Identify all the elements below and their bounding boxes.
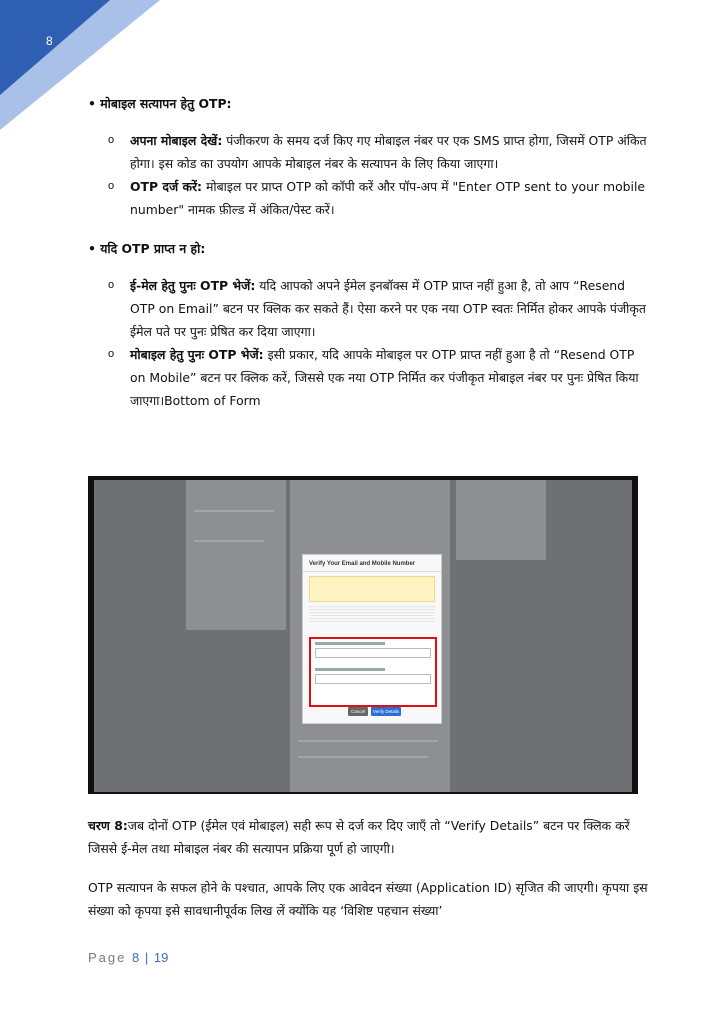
email-otp-input[interactable] <box>315 648 431 658</box>
section-heading-no-otp: • यदि OTP प्राप्त न हो: <box>88 241 206 256</box>
document-body <box>88 92 648 412</box>
list-item <box>88 129 648 175</box>
email-otp-label <box>315 642 385 645</box>
footer-total-pages: 19 <box>153 950 169 965</box>
bg-right-panel <box>456 480 546 560</box>
verify-details-button[interactable]: Verify Details <box>372 709 400 714</box>
item-text: मोबाइल पर प्राप्त OTP को कॉपी करें और पॉप-अप में "Enter OTP sent to your mobile number" नामक फ़ील्ड में अंकित/पेस्ट करें। <box>130 179 646 217</box>
cancel-button[interactable]: Cancel <box>348 707 368 716</box>
mobile-otp-label <box>315 668 385 671</box>
mobile-otp-input[interactable] <box>315 674 431 684</box>
item-text: पंजीकरण के समय दर्ज किए गए मोबाइल नंबर पर एक SMS प्राप्त होगा, जिसमें OTP अंकित होगा। इस कोड का उपयोग आपके मोबाइल नंबर के सत्यापन के लिए किया जाएगा। <box>130 133 647 171</box>
list-item <box>88 175 648 221</box>
item-label: OTP दर्ज करें: <box>130 179 203 194</box>
modal-title: Verify Your Email and Mobile Number <box>303 555 441 572</box>
no-otp-list <box>88 274 648 412</box>
verify-modal <box>302 554 442 724</box>
step8-paragraph <box>88 814 648 860</box>
modal-instructions <box>309 606 435 624</box>
list-item <box>88 343 648 412</box>
closing-paragraph: OTP सत्यापन के सफल होने के पश्चात, आपके लिए एक आवेदन संख्या (Application ID) सृजित की जाएगी। कृपया इस संख्या को कृपया इसे सावधानीपूर्वक लिख लें क्योंकि यह ‘विशिष्ट पहचान संख्या’ <box>88 880 648 918</box>
embedded-screenshot <box>88 476 638 794</box>
otp-fields-highlight <box>309 637 437 707</box>
bg-line <box>194 510 274 512</box>
document-body-continued <box>88 814 648 922</box>
item-label: ई-मेल हेतु पुनः OTP भेजें: <box>130 278 256 293</box>
item-label: मोबाइल हेतु पुनः OTP भेजें: <box>130 347 264 362</box>
item-label: अपना मोबाइल देखें: <box>130 133 223 148</box>
bg-line <box>298 756 428 758</box>
bg-line <box>298 740 438 742</box>
section-heading-mobile-verify: • मोबाइल सत्यापन हेतु OTP: <box>88 96 232 111</box>
bg-left-panel <box>186 480 286 630</box>
footer-page-number: 8 <box>132 950 140 965</box>
modal-warning <box>309 576 435 602</box>
list-item <box>88 274 648 343</box>
bg-line <box>194 540 264 542</box>
item-text: इसी प्रकार, यदि आपके मोबाइल पर OTP प्राप्त नहीं हुआ है तो “Resend OTP on Mobile” बटन पर क्लिक करें, जिससे एक नया OTP निर्मित कर पंजीकृत मोबाइल नंबर पर पुनः प्रेषित किया जाएगा।Bottom of Form <box>130 347 639 408</box>
step8-text: जब दोनों OTP (ईमेल एवं मोबाइल) सही रूप से दर्ज कर दिए जाएँ तो “Verify Details” बटन पर क्लिक करें जिससे ई-मेल तथा मोबाइल नंबर की सत्यापन प्रक्रिया पूर्ण हो जाएगी। <box>88 818 630 856</box>
screenshot-backdrop <box>94 480 632 792</box>
item-text: यदि आपको अपने ईमेल इनबॉक्स में OTP प्राप्त नहीं हुआ है, तो आप “Resend OTP on Email” बटन पर क्लिक कर सकते हैं। ऐसा करने पर एक नया OTP स्वतः निर्मित होकर आपके पंजीकृत ईमेल पते पर पुनः प्रेषित कर दिया जाएगा। <box>130 278 646 339</box>
mobile-verify-list <box>88 129 648 221</box>
page-footer: Page 8 | 19 <box>88 950 169 965</box>
footer-prefix: Page <box>88 950 127 965</box>
step8-label: चरण 8: <box>88 818 128 833</box>
corner-page-number: 8 <box>46 34 53 48</box>
